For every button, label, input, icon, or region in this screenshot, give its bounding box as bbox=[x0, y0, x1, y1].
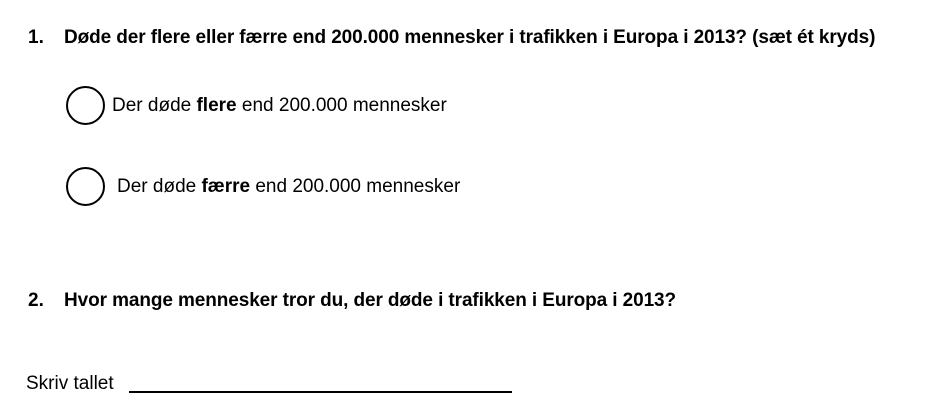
question-2-number: 2. bbox=[28, 290, 44, 311]
option-flere-label: Der døde flere end 200.000 mennesker bbox=[112, 94, 447, 116]
option-flere[interactable] bbox=[66, 86, 447, 125]
answer-label: Skriv tallet bbox=[26, 373, 114, 394]
checkbox-circle-flere[interactable] bbox=[66, 86, 105, 125]
question-1-number: 1. bbox=[28, 27, 44, 48]
answer-input-line[interactable] bbox=[129, 391, 512, 393]
option-faerre-label: Der døde færre end 200.000 mennesker bbox=[117, 175, 461, 197]
checkbox-circle-faerre[interactable] bbox=[66, 167, 105, 206]
question-2-text: Hvor mange mennesker tror du, der døde i trafikken i Europa i 2013? bbox=[64, 290, 677, 311]
option-faerre[interactable] bbox=[66, 167, 460, 206]
question-1-text: Døde der flere eller færre end 200.000 mennesker i trafikken i Europa i 2013? (sæt ét kryds) bbox=[64, 27, 876, 48]
